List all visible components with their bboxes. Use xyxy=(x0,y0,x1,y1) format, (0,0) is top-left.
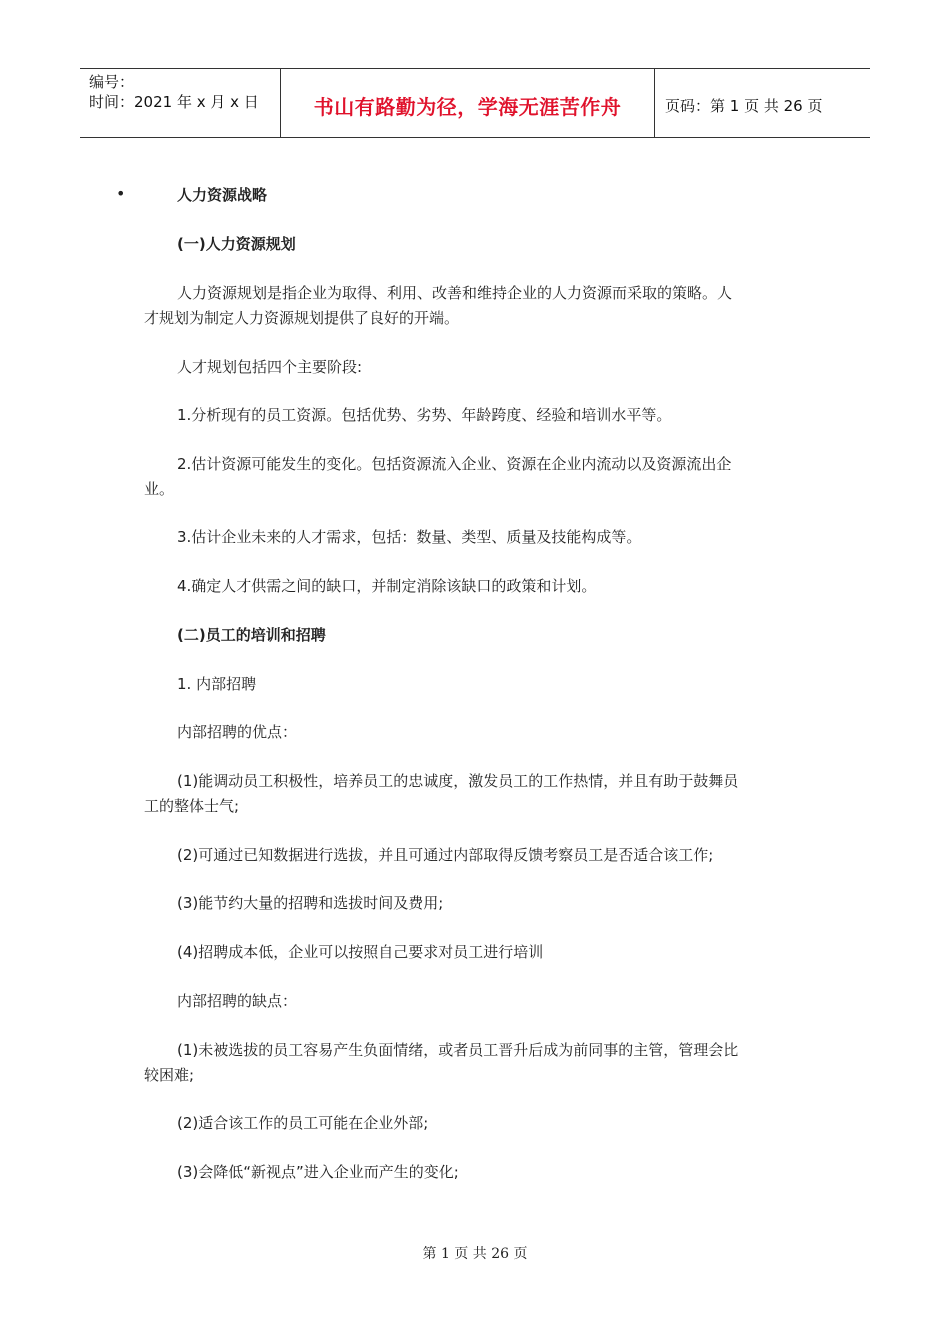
advantage-1-line2: 工的整体士气; xyxy=(144,797,240,815)
disadvantage-1-line1: (1)未被选拔的员工容易产生负面情绪，或者员工晋升后成为前同事的主管，管理会比 xyxy=(177,1041,739,1059)
list-item-stage-1: 1.分析现有的员工资源。包括优势、劣势、年龄跨度、经验和培训水平等。 xyxy=(177,406,672,424)
paragraph-stages: 人才规划包括四个主要阶段: xyxy=(177,358,363,376)
subsection-title-recruitment: (二)员工的培训和招聘 xyxy=(177,626,326,644)
list-item-stage-2-line1: 2.估计资源可能发生的变化。包括资源流入企业、资源在企业内流动以及资源流出企 xyxy=(177,455,732,473)
list-item-stage-4: 4.确定人才供需之间的缺口，并制定消除该缺口的政策和计划。 xyxy=(177,577,597,595)
advantage-2: (2)可通过已知数据进行选拔，并且可通过内部取得反馈考察员工是否适合该工作; xyxy=(177,846,714,864)
bullet-icon: • xyxy=(116,184,126,203)
document-date-label: 时间：2021 年 x 月 x 日 xyxy=(89,93,259,111)
advantages-title: 内部招聘的优点： xyxy=(177,723,298,741)
subsection-title-planning: (一)人力资源规划 xyxy=(177,235,296,253)
document-header xyxy=(80,68,870,138)
page-footer: 第 1 页 共 26 页 xyxy=(422,1246,528,1262)
advantage-4: (4)招聘成本低，企业可以按照自己要求对员工进行培训 xyxy=(177,943,544,961)
disadvantage-3: (3)会降低“新视点”进入企业而产生的变化; xyxy=(177,1163,459,1181)
header-motto: 书山有路勤为径，学海无涯苦作舟 xyxy=(313,94,622,119)
header-left-cell xyxy=(80,69,281,137)
header-motto-cell xyxy=(281,69,655,137)
list-item-stage-2-line2: 业。 xyxy=(144,480,175,498)
header-page-info-cell xyxy=(655,69,870,137)
paragraph-planning-line2: 才规划为制定人力资源规划提供了良好的开端。 xyxy=(144,309,460,327)
internal-recruitment-title: 1. 内部招聘 xyxy=(177,675,257,693)
disadvantage-2: (2)适合该工作的员工可能在企业外部; xyxy=(177,1114,429,1132)
paragraph-planning-line1: 人力资源规划是指企业为取得、利用、改善和维持企业的人力资源而采取的策略。人 xyxy=(177,284,733,302)
disadvantages-title: 内部招聘的缺点： xyxy=(177,992,298,1010)
document-number-label: 编号： xyxy=(89,73,135,91)
header-page-info: 页码：第 1 页 共 26 页 xyxy=(665,96,823,115)
advantage-1-line1: (1)能调动员工积极性，培养员工的忠诚度，激发员工的工作热情，并且有助于鼓舞员 xyxy=(177,772,739,790)
list-item-stage-3: 3.估计企业未来的人才需求，包括：数量、类型、质量及技能构成等。 xyxy=(177,528,642,546)
section-title: 人力资源战略 xyxy=(177,186,268,204)
advantage-3: (3)能节约大量的招聘和选拔时间及费用; xyxy=(177,894,444,912)
disadvantage-1-line2: 较困难; xyxy=(144,1066,195,1084)
